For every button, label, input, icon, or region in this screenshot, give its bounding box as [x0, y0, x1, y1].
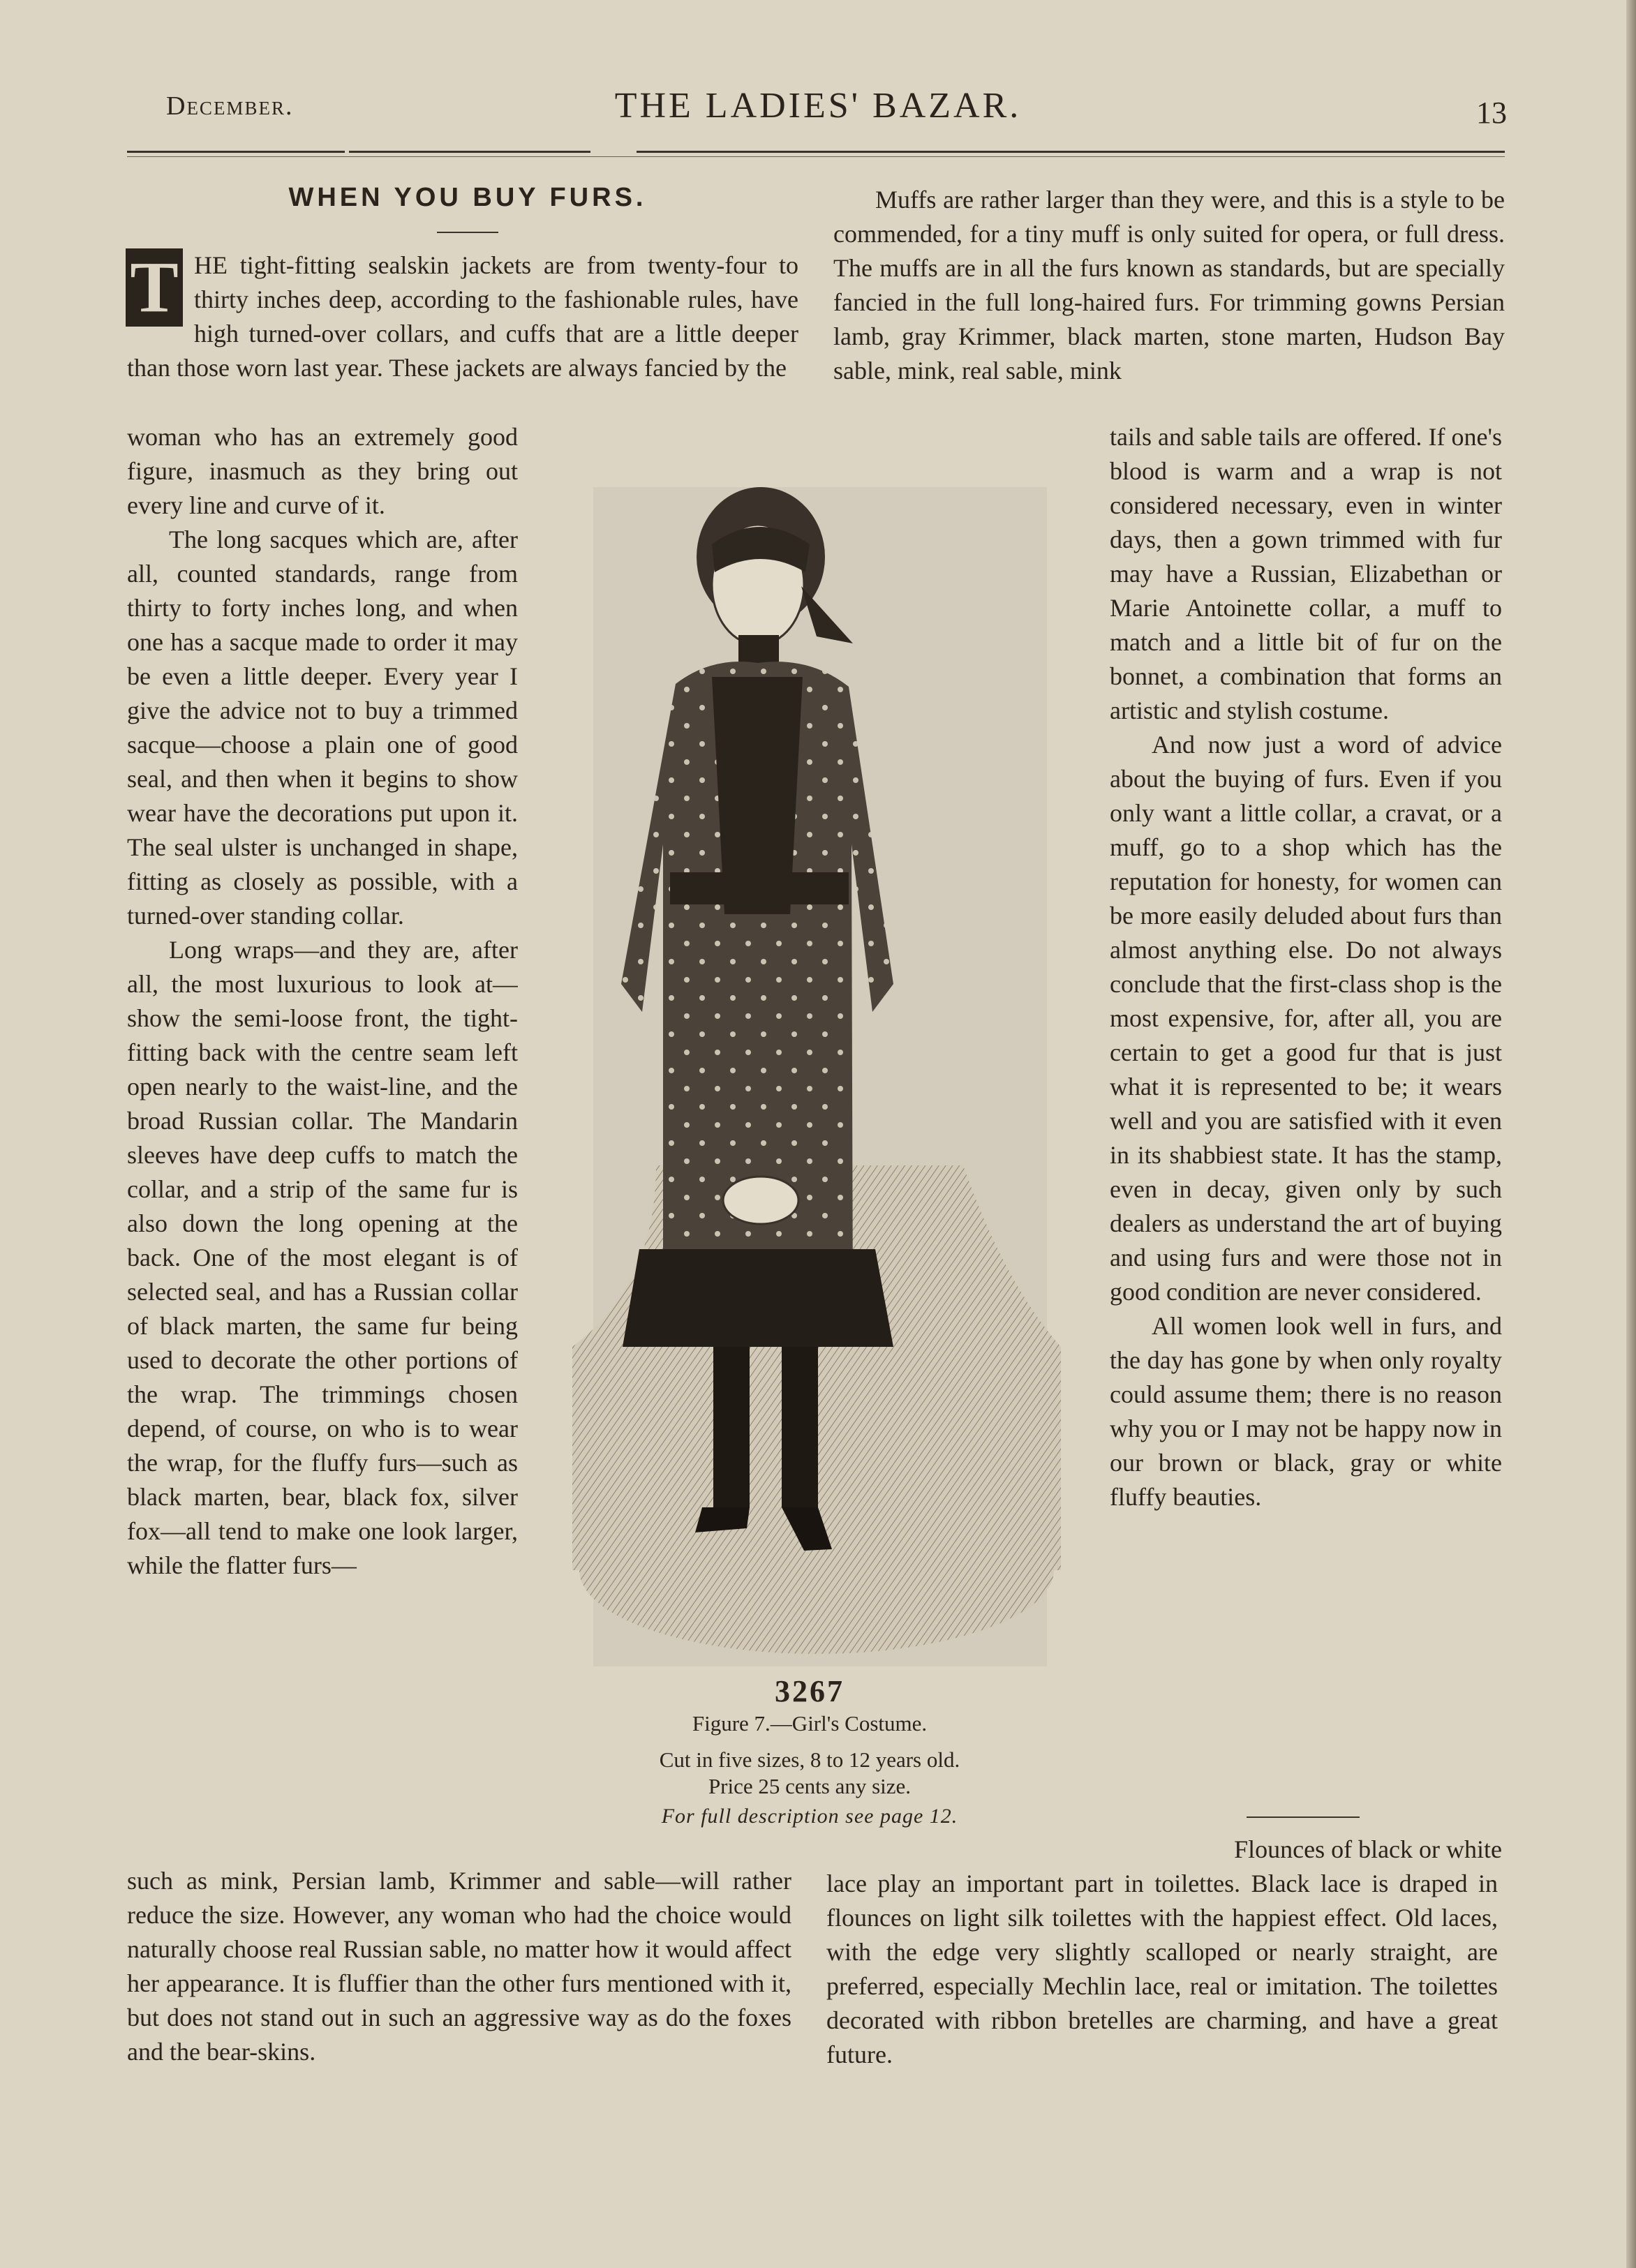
running-head — [0, 82, 1636, 138]
figure-sizes: Cut in five sizes, 8 to 12 years old. — [659, 1747, 960, 1772]
paragraph-sacques: The long sacques which are, after all, counted standards, range from thirty to forty inches long, and when one has a sacque made to order it may be even a little deeper. Every year I give the advice not to buy a trimmed sacque—choose a plain one of good seal, and then when it begins to show wear have the decorations put upon it. The seal ulster is unchanged in shape, fitting as closely as possible, with a turned-over standing collar. — [127, 525, 518, 930]
column-2-narrow — [1110, 420, 1502, 1809]
column-2-top — [833, 183, 1505, 427]
figure-title: Figure 7.—Girl's Costume. — [692, 1711, 928, 1736]
paragraph-long-wraps-end: such as mink, Persian lamb, Krimmer and sable—will rather reduce the size. However, any woman who had the choice would naturally choose real Russian sable, no matter how it would affect her appearance. It is fluffier than the other furs mentioned with it, but does not stand out in such an aggressive way as do the foxes and the bear-skins. — [127, 1867, 791, 2066]
paragraph-long-wraps: Long wraps—and they are, after all, the most luxurious to look at—show the semi-loose front, the tight-fitting back with the centre seam left open nearly to the waist-line, and the broad Russian collar. The Mandarin sleeves have deep cuffs to match the collar, and a strip of the same fur is also down the long opening at the back. One of the most elegant is of selected seal, and has a Russian collar of black marten, the same fur being used to decorate the other portions of the wrap. The trimmings chosen depend, of course, on who is to wear the wrap, for the fluffy furs—such as black marten, bear, black fox, silver fox—all tend to make one look larger, while the flatter furs— — [127, 936, 518, 1579]
column-1-bottom — [127, 1864, 791, 2108]
column-2-bottom — [826, 1867, 1498, 2111]
paragraph-flounces: lace play an important part in toilettes. Black lace is draped in flounces on light silk toilettes with the happiest effect. Old laces, with the edge very slightly scalloped or nearly straight, are preferred, especially Mechlin lace, real or imitation. The toilettes decorated with ribbon bretelles are charming, and have a great future. — [826, 1870, 1498, 2068]
paragraph-advice: And now just a word of advice about the buying of furs. Even if you only want a little collar, a cravat, or a muff, go to a shop which has the reputation for honesty, for women can be more easily deluded about furs than almost anything else. Do not always conclude that the first-class shop is the most expensive, for, after all, you are certain to get a good fur that is just what it is represented to be; it wears well and you are satisfied with it even in its shabbiest state. It has the stamp, even in decay, given only by such dealers as understand the art of buying and using furs and were those not in good condition are never considered. — [1110, 731, 1502, 1306]
figure-illustration — [572, 482, 1061, 1668]
page-edge — [1626, 0, 1636, 2268]
header-rule-mid — [349, 151, 590, 153]
header-rule-left — [127, 151, 345, 153]
page-number: 13 — [1476, 96, 1507, 130]
header-rule-thin — [127, 156, 1505, 157]
article-heading: WHEN YOU BUY FURS. — [288, 183, 647, 212]
section-separator-rule — [1247, 1816, 1360, 1818]
figure-reference: For full description see page 12. — [661, 1805, 958, 1828]
figure-price: Price 25 cents any size. — [708, 1774, 912, 1798]
figure-sizes-price — [572, 1747, 1047, 1800]
paragraph-1-opening: HE tight-fitting sealskin jackets are from twenty-four to thirty inches deep, according to the fashionable rules, have high turned-over collars, and cuffs that are a little deeper than those worn last year. These jackets are always fancied by the — [127, 251, 798, 382]
girl-costume-engraving — [572, 482, 1061, 1668]
header-rule-right — [637, 151, 1505, 153]
column-1-intro — [127, 248, 798, 423]
issue-month: December. — [166, 91, 294, 121]
paragraph-1-continued: woman who has an extremely good figure, inasmuch as they bring out every line and curve of it. — [127, 423, 518, 519]
figure-number: 3267 — [775, 1674, 845, 1708]
paragraph-flounces-first-line: Flounces of black or white — [1234, 1835, 1502, 1863]
magazine-title: THE LADIES' BAZAR. — [614, 86, 1022, 126]
paragraph-all-women: All women look well in furs, and the day has gone by when only royalty could assume them; there is no reason why you or I may not be happy now in our brown or black, gray or white fluffy beauties. — [1110, 1312, 1502, 1511]
column-1-narrow — [127, 420, 518, 1866]
paragraph-muffs: Muffs are rather larger than they were, and this is a style to be commended, for a tiny muff is only suited for opera, or full dress. The muffs are in all the furs known as standards, but are specially fancied in the full long-haired furs. For trimming gowns Persian lamb, gray Krimmer, black marten, stone marten, Hudson Bay sable, mink, real sable, mink — [833, 186, 1505, 385]
heading-rule — [437, 232, 498, 233]
drop-cap: T — [126, 248, 183, 327]
paragraph-muffs-continued: tails and sable tails are offered. If one's blood is warm and a wrap is not considered necessary, even in winter days, then a gown trimmed with fur may have a Russian, Elizabethan or Marie Antoinette collar, a muff to match and a little bit of fur on the bonnet, a combination that forms an artistic and stylish costume. — [1110, 423, 1502, 724]
flounces-lead — [1110, 1833, 1502, 1867]
